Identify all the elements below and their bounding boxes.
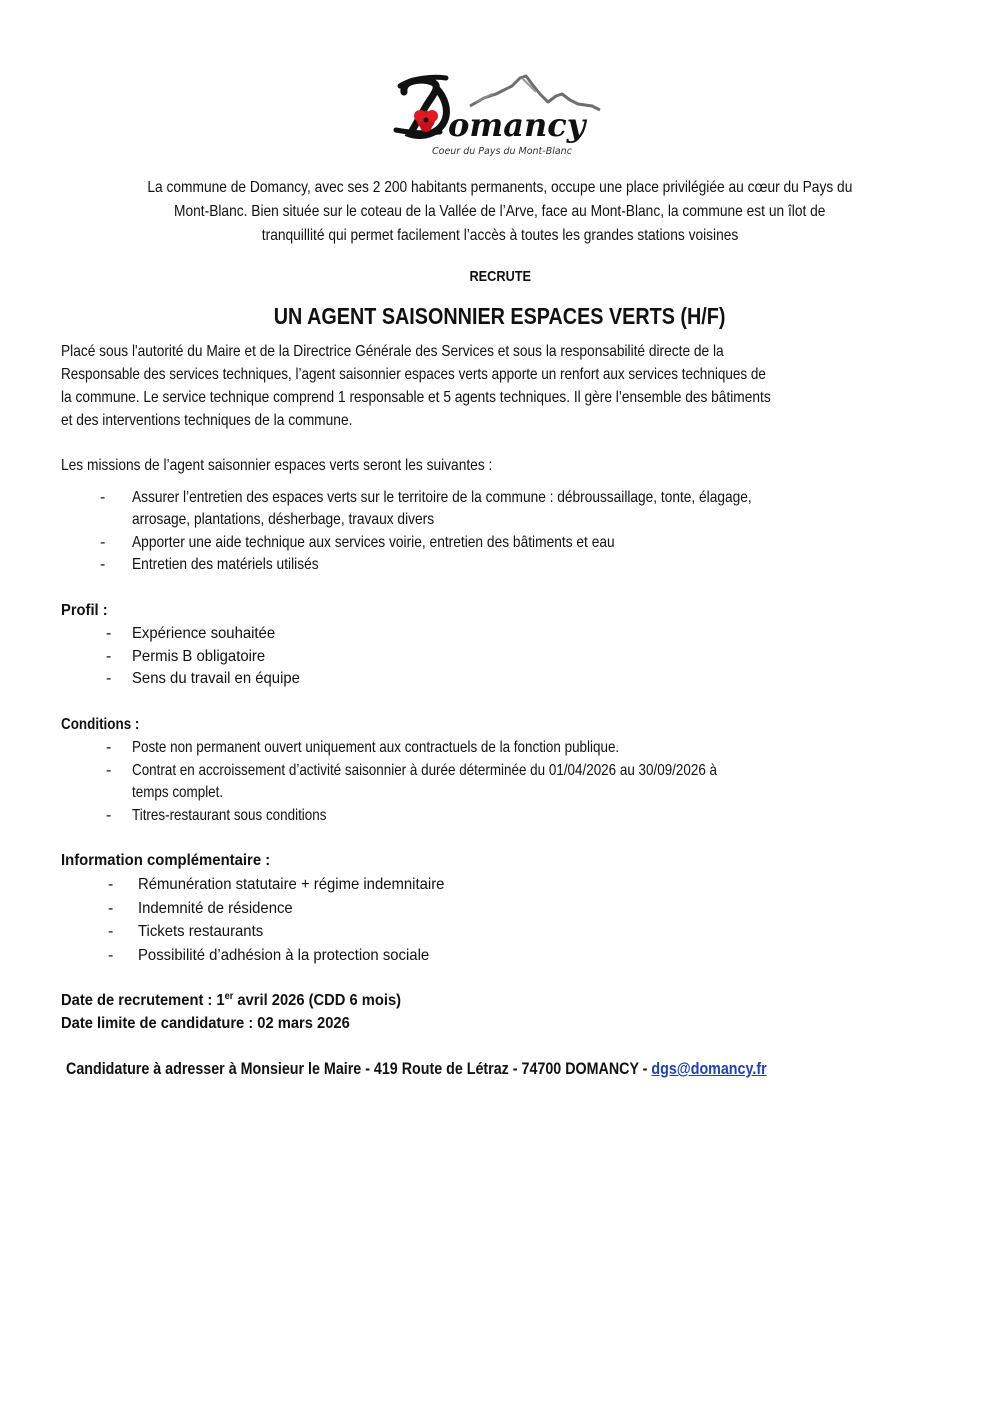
profil-item-3: Sens du travail en équipe [132,670,300,687]
contact-text: Candidature à adresser à Monsieur le Maire - 419 Route de Létraz - 74700 DOMANCY - [66,1059,652,1078]
bullet-dash: - [108,876,114,893]
conditions-item-3: Titres-restaurant sous conditions [132,807,327,824]
logo-tagline: Coeur du Pays du Mont-Blanc [432,146,572,157]
recruitment-date [61,990,941,1012]
domancy-logo [392,72,607,160]
missions-intro: Les missions de l’agent saisonnier espaces verts seront les suivantes : [61,457,493,474]
bullet-dash: - [100,556,106,573]
contact-email-link[interactable]: dgs@domancy.fr [651,1059,767,1078]
profil-item-1: Expérience souhaitée [132,625,276,642]
mission-item-1-line-2: arrosage, plantations, désherbage, travaux divers [132,511,435,528]
intro-line-1: La commune de Domancy, avec ses 2 200 habitants permanents, occupe une place privilégiée au cœur du Pays du [147,179,853,196]
mission-item-2: Apporter une aide technique aux services voirie, entretien des bâtiments et eau [132,534,615,551]
bullet-dash: - [100,534,106,551]
conditions-heading: Conditions : [61,716,140,733]
recruitment-date-label: Date de recrutement : 1 [61,992,225,1009]
description-line-1: Placé sous l'autorité du Maire et de la Directrice Générale des Services et sous la responsabilité directe de la [61,343,724,360]
job-title: UN AGENT SAISONNIER ESPACES VERTS (H/F) [274,303,726,329]
application-deadline: Date limite de candidature : 02 mars 2026 [61,1015,350,1032]
bullet-dash: - [100,489,106,506]
profil-item-2: Permis B obligatoire [132,648,266,665]
bullet-dash: - [108,947,114,964]
conditions-item-2-line-1: Contrat en accroissement d’activité saisonnier à durée déterminée du 01/04/2026 au 30/09/2026 à [132,762,718,779]
bullet-dash: - [106,739,112,756]
bullet-dash: - [106,762,112,779]
intro-line-3: tranquillité qui permet facilement l’accès à toutes les grandes stations voisines [261,227,739,244]
bullet-dash: - [106,625,112,642]
intro-line-2: Mont-Blanc. Bien située sur le coteau de la Vallée de l’Arve, face au Mont-Blanc, la commune est un îlot de [174,203,826,220]
recruitment-date-value: avril 2026 (CDD 6 mois) [233,992,402,1009]
description-line-4: et des interventions techniques de la commune. [61,412,353,429]
bullet-dash: - [108,900,114,917]
conditions-item-1: Poste non permanent ouvert uniquement aux contractuels de la fonction publique. [132,739,620,756]
description-line-2: Responsable des services techniques, l’agent saisonnier espaces verts apporte un renfort aux services techniques de [61,366,766,383]
conditions-item-2-line-2: temps complet. [132,784,224,801]
bullet-dash: - [106,648,112,665]
profil-heading: Profil : [61,602,108,619]
contact-line [66,1058,946,1080]
recrute-label: RECRUTE [469,268,531,285]
bullet-dash: - [106,807,112,824]
logo-graphic [392,72,607,160]
information-item-3: Tickets restaurants [138,923,264,940]
recruitment-date-sup: er [224,991,234,1002]
logo-wordmark: omancy [448,106,586,144]
description-line-3: la commune. Le service technique comprend 1 responsable et 5 agents techniques. Il gère l’ensemble des bâtiments [61,389,771,406]
mountain-icon [470,76,600,110]
bullet-dash: - [106,670,112,687]
information-item-2: Indemnité de résidence [138,900,293,917]
mission-item-3: Entretien des matériels utilisés [132,556,319,573]
information-item-1: Rémunération statutaire + régime indemnitaire [138,876,445,893]
bullet-dash: - [108,923,114,940]
mission-item-1-line-1: Assurer l’entretien des espaces verts sur le territoire de la commune : débroussaillage, tonte, élagage, [132,489,752,506]
information-item-4: Possibilité d’adhésion à la protection sociale [138,947,430,964]
information-heading: Information complémentaire : [61,852,271,869]
